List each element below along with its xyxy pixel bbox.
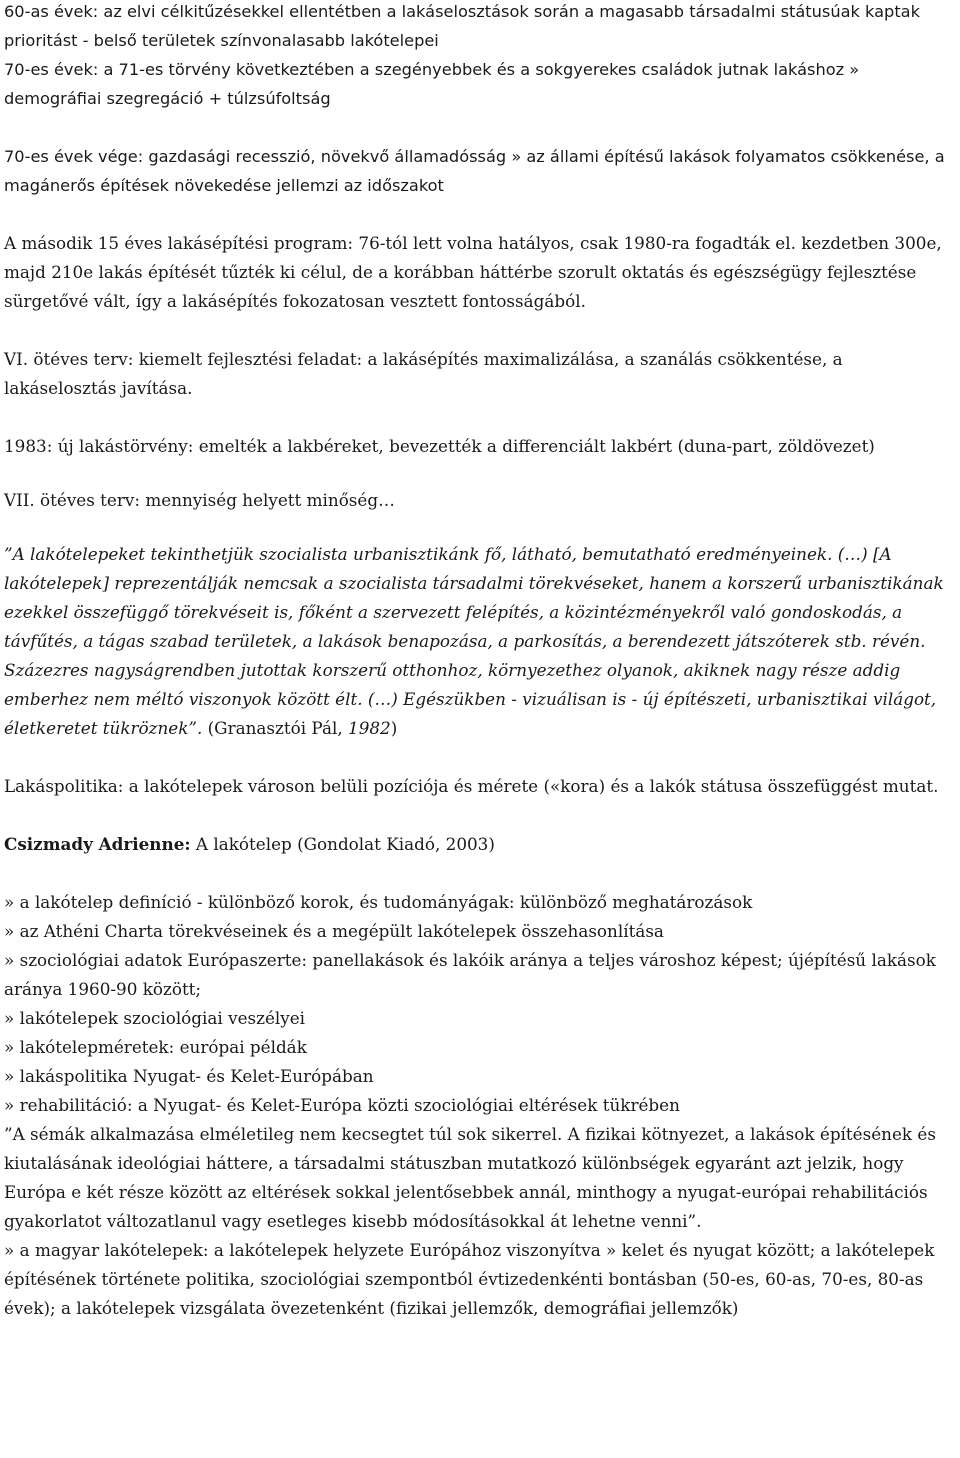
paragraph-70s-end: 70-es évek vége: gazdasági recesszió, növekvő államadósság » az állami építésű lakások folyamatos csökkenése, a magánerős építések növekedése jellemzi az időszakot — [4, 147, 945, 195]
book-reference — [4, 830, 956, 859]
quote-source-prefix: (Granasztói Pál, — [202, 718, 349, 738]
quote-granasztoi — [4, 540, 956, 743]
paragraph-plan-vi: VI. ötéves terv: kiemelt fejlesztési feladat: a lakásépítés maximalizálása, a szanálás csökkentése, a lakáselosztás javítása. — [4, 349, 843, 398]
list-item: » lakáspolitika Nyugat- és Kelet-Európában — [4, 1066, 374, 1086]
quote-source-year: 1982 — [348, 718, 391, 738]
list-item-quote: ”A sémák alkalmazása elméletileg nem kecsegtet túl sok sikerrel. A fizikai kötnyezet, a lakások építésének és kiutalásának ideológiai háttere, a társadalmi státuszban mutatkozó különbségek egyaránt azt jelzik, hogy Európa e két része között az eltérések sokkal jelentősebbek annál, minthogy a nyugat-európai rehabilitációs gyakorlatot változatlanul vagy esetleges kisebb módosításokkal át lehetne venni”. — [4, 1124, 936, 1231]
paragraph-lakaspolitika: Lakáspolitika: a lakótelepek városon belüli pozíciója és mérete («kora) és a lakók státusa összefüggést mutat. — [4, 776, 939, 796]
paragraph-housing-program: A második 15 éves lakásépítési program: 76-tól lett volna hatályos, csak 1980-ra fogadták el. kezdetben 300e, majd 210e lakás építését tűzték ki célul, de a korábban háttérbe szorult oktatás és egészségügy fejlesztése sürgetővé vált, így a lakásépítés fokozatosan vesztett fontosságából. — [4, 233, 942, 311]
list-item: » lakótelepek szociológiai veszélyei — [4, 1008, 306, 1028]
list-item: » rehabilitáció: a Nyugat- és Kelet-Európa közti szociológiai eltérések tükrében — [4, 1095, 680, 1115]
list-item: » lakótelepméretek: európai példák — [4, 1037, 307, 1057]
topic-list — [4, 888, 956, 1323]
paragraph-70s: 70-es évek: a 71-es törvény következtében a szegényebbek és a sokgyerekes családok jutnak lakáshoz » demográfiai szegregáció + túlzsúfoltság — [4, 60, 860, 108]
book-title: A lakótelep (Gondolat Kiadó, 2003) — [190, 834, 495, 854]
list-item: » szociológiai adatok Európaszerte: panellakások és lakóik aránya a teljes városhoz képest; újépítésű lakások aránya 1960-90 között; — [4, 950, 936, 999]
paragraph-plan-vii: VII. ötéves terv: mennyiség helyett minőség… — [4, 490, 395, 510]
book-author: Csizmady Adrienne: — [4, 834, 191, 854]
list-item: » a magyar lakótelepek: a lakótelepek helyzete Európához viszonyítva » kelet és nyugat között; a lakótelepek építésének története politika, szociológiai szempontból évtizedenkénti bontásban (50-es, 60-as, 70-es, 80-as évek); a lakótelepek vizsgálata övezetenként (fizikai jellemzők, demográfiai jellemzők) — [4, 1240, 935, 1318]
list-item: » az Athéni Charta törekvéseinek és a megépült lakótelepek összehasonlítása — [4, 921, 664, 941]
list-item: » a lakótelep definíció - különböző korok, és tudományágak: különböző meghatározások — [4, 892, 753, 912]
paragraph-60s: 60-as évek: az elvi célkitűzésekkel ellentétben a lakáselosztások során a magasabb társadalmi státusúak kaptak prioritást - belső területek színvonalasabb lakótelepei — [4, 2, 920, 50]
quote-text: ”A lakótelepeket tekinthetjük szocialista urbanisztikánk fő, látható, bemutatható eredményeinek. (…) [A lakótelepek] reprezentálják nemcsak a szocialista társadalmi törekvéseket, hanem a korszerű urbanisztikának ezekkel összefüggő törekvéseit is, főként a szervezett felépítés, a közintézményekről való gondoskodás, a távfűtés, a tágas szabad területek, a lakások benapozása, a parkosítás, a berendezett játszóterek stb. révén. Százezres nagyságrendben jutottak korszerű otthonhoz, környezethez olyanok, akiknek nagy része addig emberhez nem méltó viszonyok között élt. (…) Egészükben - vizuálisan is - új építészeti, urbanisztikai világot, életkeretet tükröznek”. — [4, 544, 944, 738]
paragraph-law-1983: 1983: új lakástörvény: emelték a lakbéreket, bevezették a differenciált lakbért (duna-part, zöldövezet) — [4, 436, 875, 456]
quote-source-suffix: ) — [390, 718, 398, 738]
